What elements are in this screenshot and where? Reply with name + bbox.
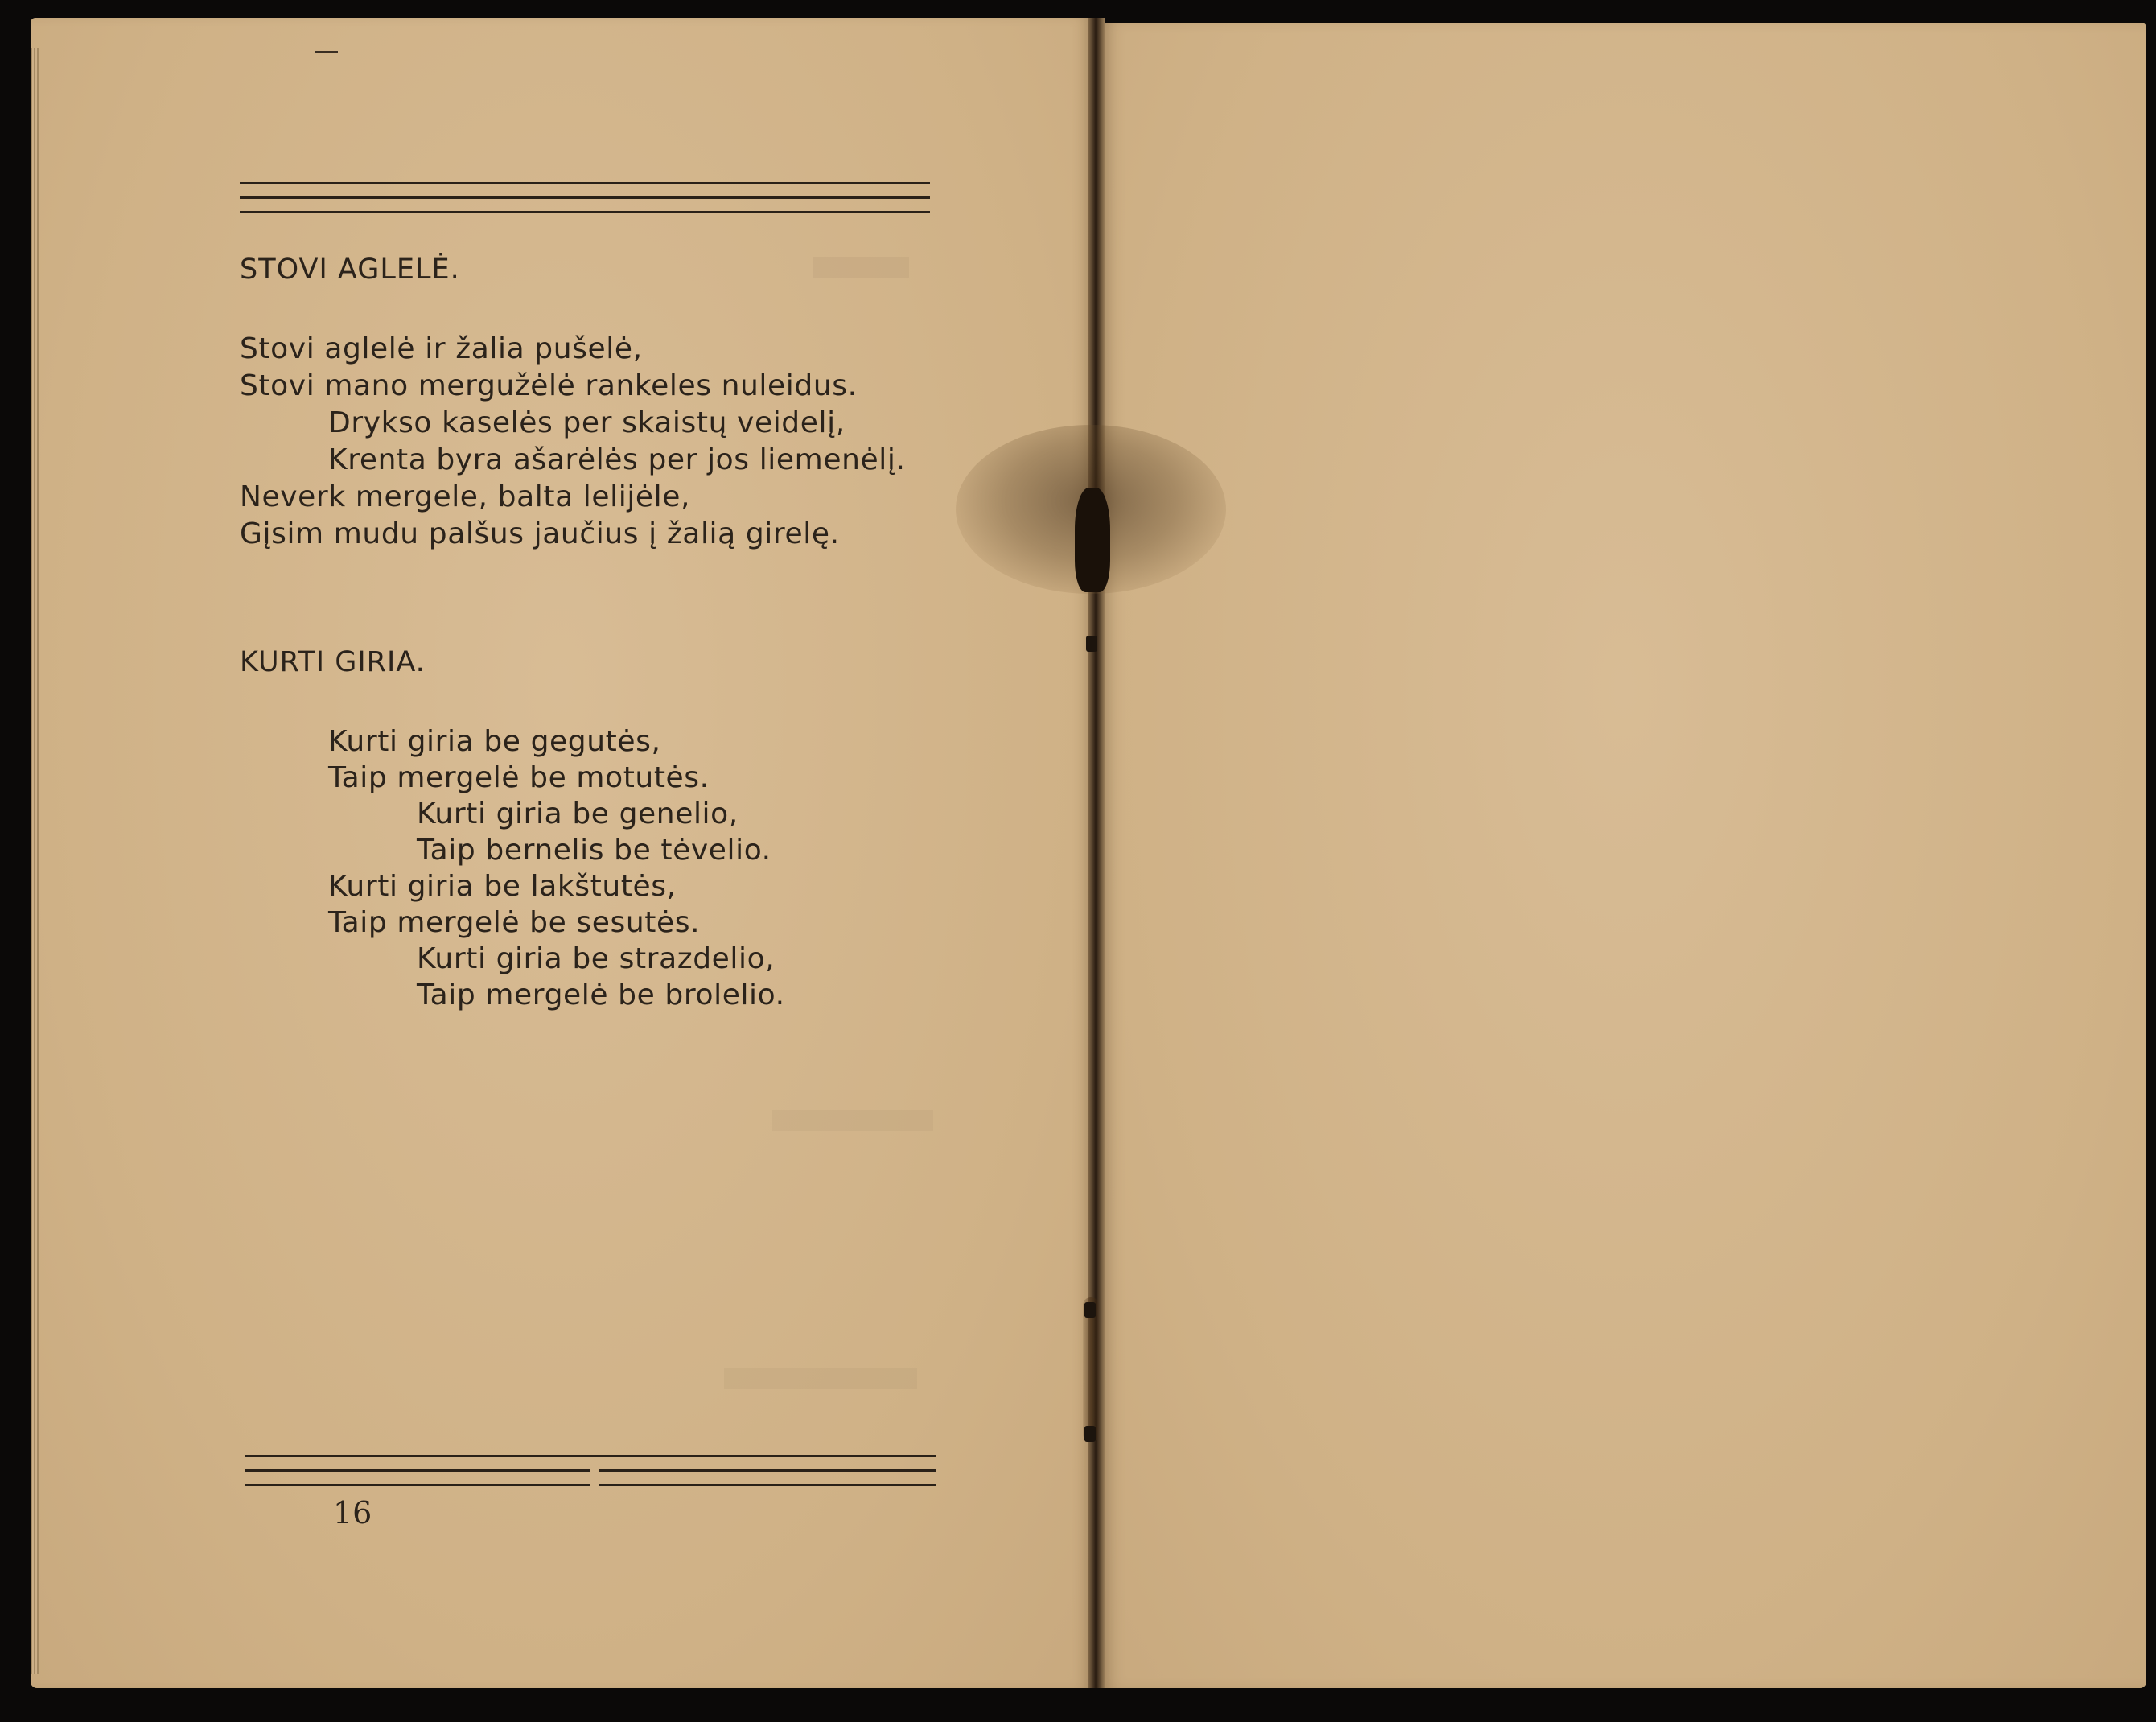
rust-mark — [1083, 1297, 1099, 1442]
poem-line: Taip mergelė be brolelio. — [417, 978, 785, 1011]
show-through-mark — [724, 1368, 917, 1389]
staple-hole — [1075, 488, 1110, 592]
poem-line: Kurti giria be strazdelio, — [417, 942, 776, 975]
poem-title: KURTI GIRIA. — [240, 646, 426, 678]
poem-line: Krenta byra ašarėlės per jos liemenėlį. — [328, 443, 906, 476]
poem-line: Kurti giria be lakštutės, — [328, 870, 677, 903]
poem-line: Gįsim mudu palšus jaučius į žalią girelę. — [240, 517, 840, 550]
poem-line: Drykso kaselės per skaistų veidelį, — [328, 406, 846, 439]
poem-title: STOVI AGLELĖ. — [240, 253, 460, 286]
top-dash — [315, 51, 338, 53]
staple — [1086, 636, 1097, 652]
poem-line: Taip mergelė be motutės. — [328, 761, 710, 794]
poem-line: Stovi mano mergužėlė rankeles nuleidus. — [240, 369, 858, 402]
right-page — [1102, 23, 2146, 1688]
show-through-mark — [772, 1110, 933, 1131]
staple — [1084, 1302, 1096, 1318]
poem-line: Taip mergelė be sesutės. — [328, 906, 701, 939]
poem-line: Kurti giria be genelio, — [417, 797, 739, 830]
show-through-mark — [813, 257, 909, 278]
staple — [1084, 1426, 1096, 1442]
page-number: 16 — [333, 1495, 372, 1530]
page-edges — [31, 48, 39, 1674]
poem-line: Taip bernelis be tėvelio. — [417, 834, 771, 867]
poem-line: Neverk mergele, balta lelijėle, — [240, 480, 691, 513]
poem-line: Kurti giria be gegutės, — [328, 725, 661, 758]
poem-line: Stovi aglelė ir žalia pušelė, — [240, 332, 643, 365]
